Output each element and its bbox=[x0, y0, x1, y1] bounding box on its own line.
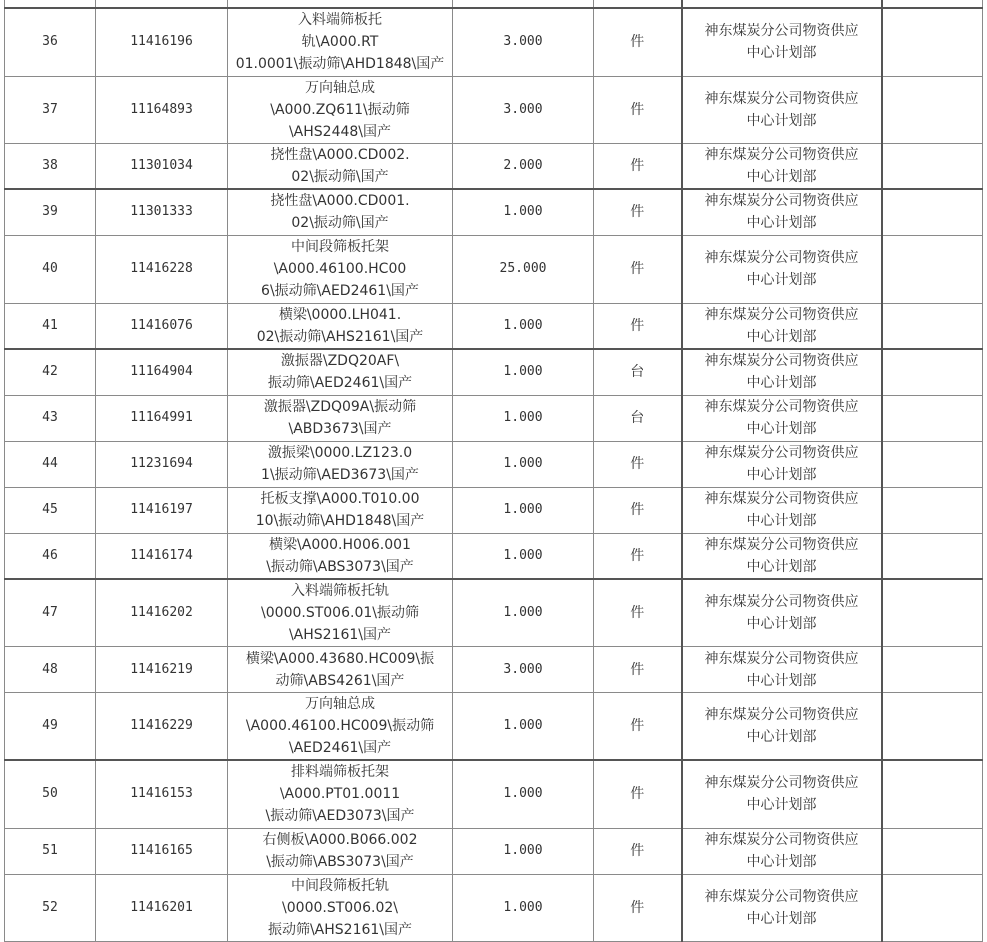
material-code-cell: 11164991 bbox=[96, 395, 228, 441]
unit-cell: 件 bbox=[594, 874, 682, 941]
material-description-cell: 入料端筛板托轨\0000.ST006.01\振动筛 \AHS2161\国产 bbox=[228, 579, 453, 647]
remark-cell bbox=[882, 395, 983, 441]
material-plan-table bbox=[4, 0, 983, 942]
unit-cell: 件 bbox=[594, 8, 682, 76]
remark-cell bbox=[882, 874, 983, 941]
unit-cell: 件 bbox=[594, 303, 682, 349]
remark-cell bbox=[882, 579, 983, 647]
table-row-partial-top bbox=[5, 0, 983, 8]
remark-cell bbox=[882, 693, 983, 761]
quantity-cell: 1.000 bbox=[453, 693, 594, 761]
unit-cell: 件 bbox=[594, 76, 682, 143]
table-row bbox=[5, 579, 983, 647]
remark-cell bbox=[882, 487, 983, 533]
remark-cell bbox=[882, 760, 983, 828]
material-description-cell: 挠性盘\A000.CD002. 02\振动筛\国产 bbox=[228, 143, 453, 189]
row-number-cell: 48 bbox=[5, 647, 96, 693]
unit-cell: 件 bbox=[594, 828, 682, 874]
row-number-cell: 37 bbox=[5, 76, 96, 143]
row-number-cell: 46 bbox=[5, 533, 96, 579]
unit-cell: 件 bbox=[594, 441, 682, 487]
unit-cell: 件 bbox=[594, 189, 682, 235]
remark-cell bbox=[882, 143, 983, 189]
material-code-cell: 11164904 bbox=[96, 349, 228, 395]
table-row bbox=[5, 235, 983, 303]
row-number-cell: 36 bbox=[5, 8, 96, 76]
remark-cell bbox=[882, 647, 983, 693]
quantity-cell: 1.000 bbox=[453, 874, 594, 941]
row-number-cell: 38 bbox=[5, 143, 96, 189]
department-cell: 神东煤炭分公司物资供应 中心计划部 bbox=[682, 441, 882, 487]
row-number-cell: 50 bbox=[5, 760, 96, 828]
department-cell: 神东煤炭分公司物资供应 中心计划部 bbox=[682, 395, 882, 441]
remark-cell bbox=[882, 189, 983, 235]
remark-cell bbox=[882, 441, 983, 487]
row-number-cell: 49 bbox=[5, 693, 96, 761]
unit-cell: 件 bbox=[594, 579, 682, 647]
material-code-cell: 11416197 bbox=[96, 487, 228, 533]
material-code-cell: 11416202 bbox=[96, 579, 228, 647]
unit-cell: 台 bbox=[594, 349, 682, 395]
row-number-cell: 51 bbox=[5, 828, 96, 874]
department-cell: 神东煤炭分公司物资供应 中心计划部 bbox=[682, 487, 882, 533]
quantity-cell: 3.000 bbox=[453, 8, 594, 76]
table-row bbox=[5, 487, 983, 533]
material-code-cell: 11416174 bbox=[96, 533, 228, 579]
remark-cell bbox=[882, 76, 983, 143]
remark-cell bbox=[882, 533, 983, 579]
department-cell: 神东煤炭分公司物资供应 中心计划部 bbox=[682, 828, 882, 874]
material-code-cell: 11416196 bbox=[96, 8, 228, 76]
department-cell: 神东煤炭分公司物资供应 中心计划部 bbox=[682, 8, 882, 76]
material-description-cell: 激振梁\0000.LZ123.0 1\振动筛\AED3673\国产 bbox=[228, 441, 453, 487]
material-description-cell: 托板支撑\A000.T010.00 10\振动筛\AHD1848\国产 bbox=[228, 487, 453, 533]
material-code-cell: 11301333 bbox=[96, 189, 228, 235]
material-description-cell: 挠性盘\A000.CD001. 02\振动筛\国产 bbox=[228, 189, 453, 235]
unit-cell: 件 bbox=[594, 143, 682, 189]
department-cell: 神东煤炭分公司物资供应 中心计划部 bbox=[682, 760, 882, 828]
material-code-cell: 11164893 bbox=[96, 76, 228, 143]
remark-cell bbox=[882, 828, 983, 874]
material-description-cell: 万向轴总成\A000.46100.HC009\振动筛 \AED2461\国产 bbox=[228, 693, 453, 761]
material-description-cell: 激振器\ZDQ20AF\ 振动筛\AED2461\国产 bbox=[228, 349, 453, 395]
table-row bbox=[5, 647, 983, 693]
remark-cell bbox=[882, 349, 983, 395]
quantity-cell: 1.000 bbox=[453, 349, 594, 395]
table-row bbox=[5, 693, 983, 761]
department-cell: 神东煤炭分公司物资供应 中心计划部 bbox=[682, 189, 882, 235]
quantity-cell: 1.000 bbox=[453, 189, 594, 235]
row-number-cell: 41 bbox=[5, 303, 96, 349]
remark-cell bbox=[882, 8, 983, 76]
table-row bbox=[5, 349, 983, 395]
material-description-cell: 中间段筛板托架 \A000.46100.HC00 6\振动筛\AED2461\国产 bbox=[228, 235, 453, 303]
table-row bbox=[5, 303, 983, 349]
quantity-cell: 1.000 bbox=[453, 579, 594, 647]
material-code-cell: 11416165 bbox=[96, 828, 228, 874]
quantity-cell: 1.000 bbox=[453, 395, 594, 441]
department-cell: 神东煤炭分公司物资供应 中心计划部 bbox=[682, 235, 882, 303]
table-row bbox=[5, 189, 983, 235]
table-row bbox=[5, 8, 983, 76]
quantity-cell: 3.000 bbox=[453, 647, 594, 693]
row-number-cell: 42 bbox=[5, 349, 96, 395]
material-description-cell: 右侧板\A000.B066.002 \振动筛\ABS3073\国产 bbox=[228, 828, 453, 874]
material-code-cell: 11416201 bbox=[96, 874, 228, 941]
quantity-cell: 1.000 bbox=[453, 760, 594, 828]
department-cell: 神东煤炭分公司物资供应 中心计划部 bbox=[682, 874, 882, 941]
unit-cell: 件 bbox=[594, 760, 682, 828]
row-number-cell: 47 bbox=[5, 579, 96, 647]
quantity-cell: 1.000 bbox=[453, 533, 594, 579]
department-cell: 神东煤炭分公司物资供应 中心计划部 bbox=[682, 579, 882, 647]
row-number-cell: 45 bbox=[5, 487, 96, 533]
quantity-cell: 3.000 bbox=[453, 76, 594, 143]
quantity-cell: 1.000 bbox=[453, 828, 594, 874]
unit-cell: 台 bbox=[594, 395, 682, 441]
material-description-cell: 排料端筛板托架 \A000.PT01.0011 \振动筛\AED3073\国产 bbox=[228, 760, 453, 828]
material-description-cell: 激振器\ZDQ09A\振动筛\ABD3673\国产 bbox=[228, 395, 453, 441]
table-row bbox=[5, 395, 983, 441]
table-row bbox=[5, 760, 983, 828]
material-code-cell: 11416228 bbox=[96, 235, 228, 303]
department-cell: 神东煤炭分公司物资供应 中心计划部 bbox=[682, 647, 882, 693]
table-row bbox=[5, 76, 983, 143]
row-number-cell: 40 bbox=[5, 235, 96, 303]
remark-cell bbox=[882, 235, 983, 303]
row-number-cell: 52 bbox=[5, 874, 96, 941]
quantity-cell: 1.000 bbox=[453, 441, 594, 487]
table-row bbox=[5, 143, 983, 189]
material-description-cell: 中间段筛板托轨\0000.ST006.02\ 振动筛\AHS2161\国产 bbox=[228, 874, 453, 941]
department-cell: 神东煤炭分公司物资供应 中心计划部 bbox=[682, 76, 882, 143]
material-code-cell: 11231694 bbox=[96, 441, 228, 487]
department-cell: 神东煤炭分公司物资供应 中心计划部 bbox=[682, 349, 882, 395]
remark-cell bbox=[882, 303, 983, 349]
material-description-cell: 横梁\0000.LH041. 02\振动筛\AHS2161\国产 bbox=[228, 303, 453, 349]
unit-cell: 件 bbox=[594, 235, 682, 303]
department-cell: 神东煤炭分公司物资供应 中心计划部 bbox=[682, 143, 882, 189]
row-number-cell: 44 bbox=[5, 441, 96, 487]
table-row bbox=[5, 828, 983, 874]
table-row bbox=[5, 533, 983, 579]
material-description-cell: 万向轴总成 \A000.ZQ611\振动筛\AHS2448\国产 bbox=[228, 76, 453, 143]
department-cell: 神东煤炭分公司物资供应 中心计划部 bbox=[682, 303, 882, 349]
unit-cell: 件 bbox=[594, 533, 682, 579]
row-number-cell: 39 bbox=[5, 189, 96, 235]
quantity-cell: 25.000 bbox=[453, 235, 594, 303]
material-description-cell: 横梁\A000.43680.HC009\振 动筛\ABS4261\国产 bbox=[228, 647, 453, 693]
quantity-cell: 1.000 bbox=[453, 487, 594, 533]
material-code-cell: 11416076 bbox=[96, 303, 228, 349]
unit-cell: 件 bbox=[594, 647, 682, 693]
unit-cell: 件 bbox=[594, 487, 682, 533]
material-description-cell: 入料端筛板托 轨\A000.RT 01.0001\振动筛\AHD1848\国产 bbox=[228, 8, 453, 76]
quantity-cell: 2.000 bbox=[453, 143, 594, 189]
material-code-cell: 11416229 bbox=[96, 693, 228, 761]
table-row bbox=[5, 874, 983, 941]
material-description-cell: 横梁\A000.H006.001 \振动筛\ABS3073\国产 bbox=[228, 533, 453, 579]
row-number-cell: 43 bbox=[5, 395, 96, 441]
unit-cell: 件 bbox=[594, 693, 682, 761]
table-row bbox=[5, 441, 983, 487]
quantity-cell: 1.000 bbox=[453, 303, 594, 349]
material-code-cell: 11416219 bbox=[96, 647, 228, 693]
department-cell: 神东煤炭分公司物资供应 中心计划部 bbox=[682, 693, 882, 761]
material-code-cell: 11301034 bbox=[96, 143, 228, 189]
material-code-cell: 11416153 bbox=[96, 760, 228, 828]
department-cell: 神东煤炭分公司物资供应 中心计划部 bbox=[682, 533, 882, 579]
